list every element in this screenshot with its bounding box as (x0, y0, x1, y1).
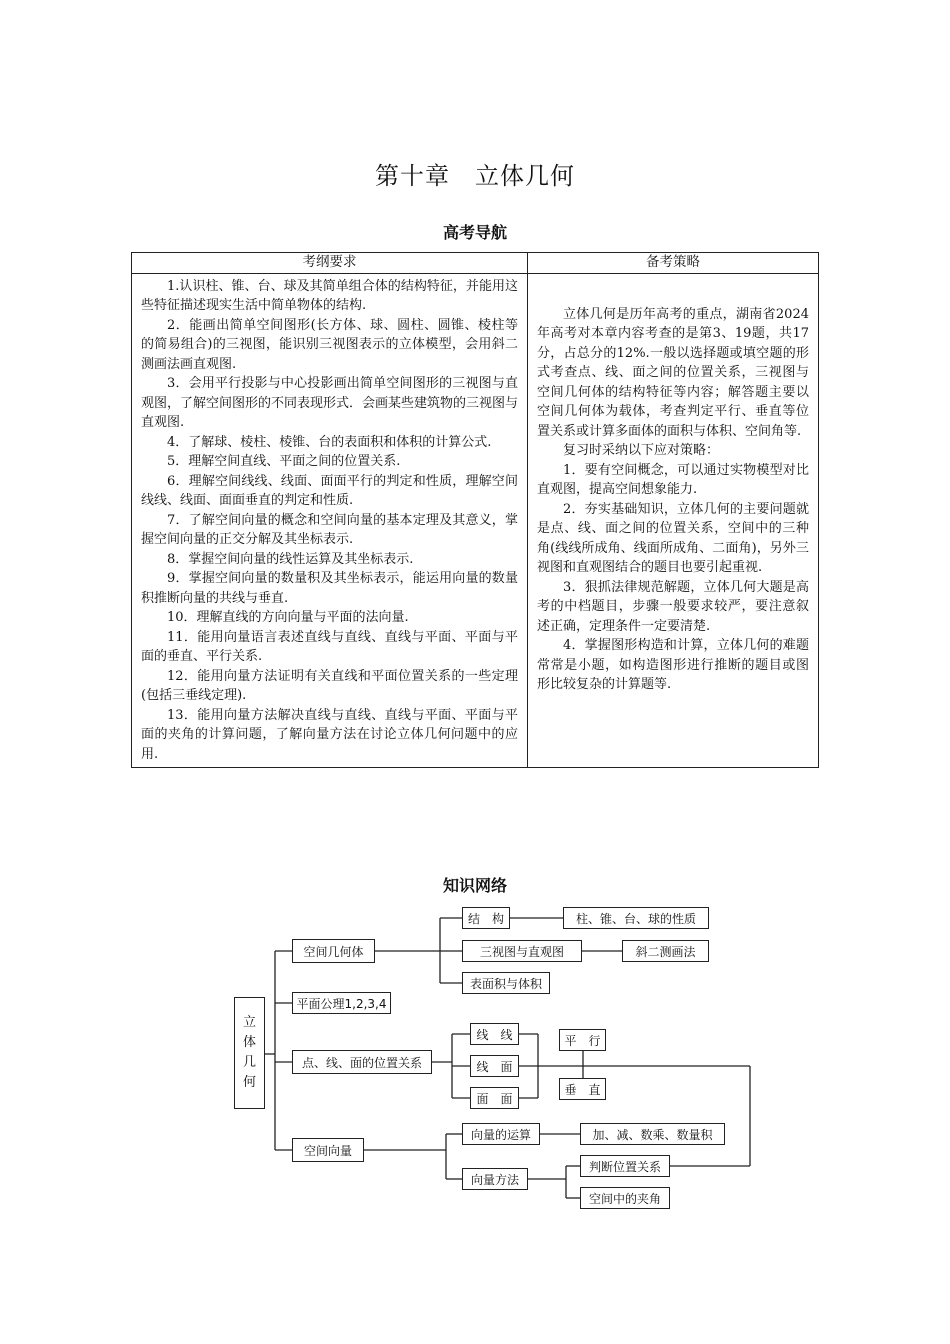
root-char: 体 (242, 1035, 256, 1050)
requirement-item: 3．会用平行投影与中心投影画出简单空间图形的三视图与直观图，了解空间图形的不同表现形式．会画某些建筑物的三视图与直观图. (141, 376, 519, 430)
strategy-paragraph: 4．掌握图形构造和计算，立体几何的难题常常是小题，如构造图形进行推断的题目或图形比较复杂的计算题等. (537, 638, 809, 692)
requirement-item: 1.认识柱、锥、台、球及其简单组合体的结构特征，并能用这些特征描述现实生活中简单物体的结构. (141, 278, 518, 313)
nav-section-title: 高考导航 (442, 223, 507, 242)
exam-guide-table (131, 252, 819, 768)
strategy-paragraph: 立体几何是历年高考的重点，湖南省2024年高考对本章内容考查的是第3、19题，共17分，占总分的12%.一般以选择题或填空题的形式考查点、线、面之间的位置关系，三视图与空间几何体的结构特征等内容；解答题主要以空间几何体为载体，考查判定平行、垂直等位置关系或计算多面体的面积与体积、空间角等. (537, 306, 809, 439)
node-space-vector: 空间向量 (292, 1138, 364, 1162)
header-strategy: 备考策略 (528, 253, 819, 274)
requirement-item: 11．能用向量语言表述直线与直线、直线与平面、平面与平面的垂直、平行关系. (141, 629, 518, 664)
strategy-paragraph: 1．要有空间概念，可以通过实物模型对比直观图，提高空间想象能力. (537, 462, 809, 497)
node-surface-volume: 表面积与体积 (462, 972, 550, 994)
requirement-item: 6．理解空间线线、线面、面面平行的判定和性质，理解空间线线、线面、面面垂直的判定和性质. (141, 473, 518, 508)
chapter-title: 第十章 立体几何 (375, 162, 575, 190)
strategy-cell (528, 273, 819, 768)
strategy-paragraph: 复习时采纳以下应对策略： (563, 443, 720, 458)
strategy-paragraph: 2．夯实基础知识，立体几何的主要问题就是点、线、面之间的位置关系，空间中的三种角(线线所成角、线面所成角、二面角)，另外三视图和直观图结合的题目也要引起重视. (537, 501, 809, 575)
node-oblique-drawing: 斜二测画法 (622, 940, 709, 962)
requirement-item: 7．了解空间向量的概念和空间向量的基本定理及其意义，掌握空间向量的正交分解及其坐标表示. (141, 512, 518, 547)
requirement-item: 4．了解球、棱柱、棱锥、台的表面积和体积的计算公式. (167, 434, 492, 450)
node-structure-properties: 柱、锥、台、球的性质 (563, 907, 709, 929)
node-line-plane: 线 面 (470, 1055, 519, 1077)
requirement-item: 12．能用向量方法证明有关直线和平面位置关系的一些定理(包括三垂线定理). (141, 668, 518, 703)
root-char: 几 (242, 1055, 256, 1070)
node-vector-operations: 向量的运算 (462, 1123, 540, 1145)
node-plane-plane: 面 面 (470, 1087, 519, 1109)
node-parallel: 平 行 (559, 1029, 606, 1051)
network-section-title: 知识网络 (442, 876, 507, 895)
root-char: 立 (242, 1015, 256, 1030)
strategy-paragraph: 3．狠抓法律规范解题，立体几何大题是高考的中档题目，步骤一般要求较严，要注意叙述正确，定理条件一定要清楚. (537, 579, 809, 634)
node-perpendicular: 垂 直 (559, 1078, 606, 1100)
requirement-item: 5．理解空间直线、平面之间的位置关系. (167, 454, 401, 469)
node-spatial-angles: 空间中的夹角 (580, 1187, 670, 1209)
node-plane-axioms: 平面公理1,2,3,4 (292, 992, 391, 1014)
node-judge-position: 判断位置关系 (580, 1155, 670, 1177)
requirement-item: 8．掌握空间向量的线性运算及其坐标表示. (167, 551, 414, 567)
requirement-item: 10．理解直线的方向向量与平面的法向量. (167, 610, 409, 625)
node-operations-detail: 加、减、数乘、数量积 (580, 1123, 725, 1145)
node-space-solid: 空间几何体 (292, 939, 375, 963)
requirements-cell (132, 273, 528, 768)
root-char: 何 (242, 1075, 256, 1090)
node-three-views: 三视图与直观图 (462, 940, 582, 962)
requirement-item: 2．能画出简单空间图形(长方体、球、圆柱、圆锥、棱柱等的简易组合)的三视图，能识别三视图表示的立体模型，会用斜二测画法画直观图. (141, 317, 518, 372)
node-vector-method: 向量方法 (462, 1168, 528, 1190)
node-structure: 结 构 (462, 907, 510, 929)
node-point-line-plane-positions: 点、线、面的位置关系 (292, 1050, 432, 1074)
requirement-item: 13．能用向量方法解决直线与直线、直线与平面、平面与平面的夹角的计算问题，了解向量方法在讨论立体几何问题中的应用. (141, 707, 518, 762)
node-line-line: 线 线 (470, 1023, 519, 1045)
requirement-item: 9．掌握空间向量的数量积及其坐标表示，能运用向量的数量积推断向量的共线与垂直. (141, 571, 518, 606)
header-requirements: 考纲要求 (132, 253, 528, 274)
root-node-solid-geometry (234, 997, 265, 1109)
